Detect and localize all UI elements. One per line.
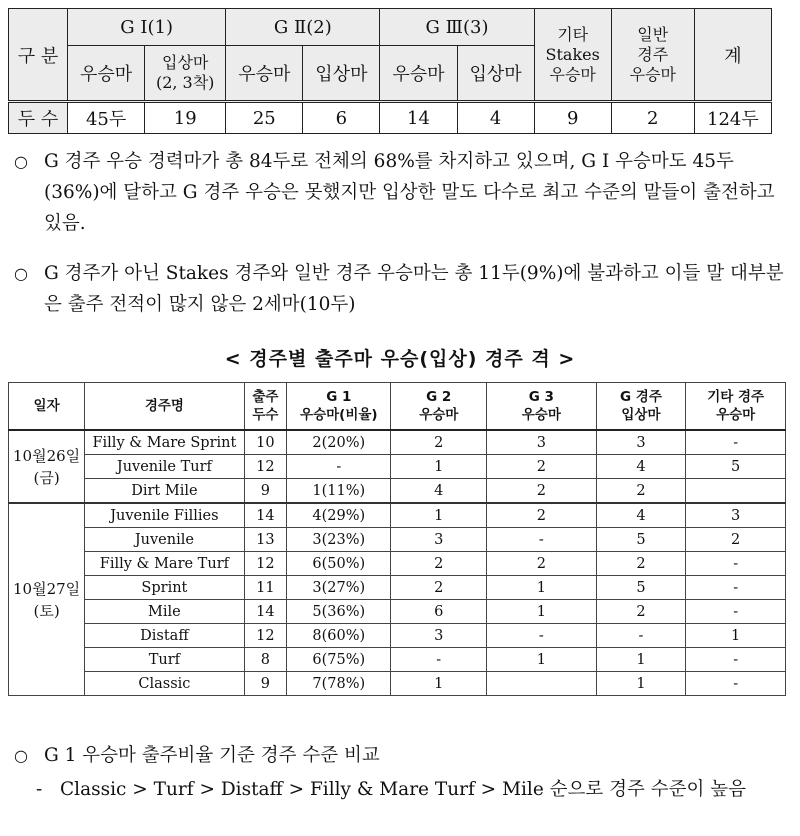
cell: 3	[686, 503, 786, 528]
general-race-header: 일반 경주 우승마	[611, 9, 694, 102]
cell: 9	[244, 672, 287, 696]
cell: 5	[686, 455, 786, 479]
bullet-mark: ○	[14, 152, 28, 171]
cell: 3	[596, 430, 686, 455]
cell: 1	[596, 672, 686, 696]
cell: 5(36%)	[287, 600, 391, 624]
cell	[487, 672, 596, 696]
g1-placed-header: 입상마 (2, 3착)	[145, 46, 226, 102]
header-g1: G 1 우승마(비율)	[287, 383, 391, 431]
table-row	[9, 600, 786, 624]
cell: 2	[487, 503, 596, 528]
table-row	[9, 648, 786, 672]
race-name: Filly & Mare Sprint	[85, 430, 244, 455]
value-cell: 19	[145, 102, 226, 134]
table-row	[9, 528, 786, 552]
race-name: Mile	[85, 600, 244, 624]
cell: -	[487, 528, 596, 552]
cell: 1	[391, 672, 487, 696]
header-date: 일자	[9, 383, 85, 431]
value-cell: 2	[611, 102, 694, 134]
g3-placed-header: 입상마	[457, 46, 534, 102]
cell: -	[686, 600, 786, 624]
g1-winner-header: 우승마	[68, 46, 145, 102]
cell: 4	[391, 479, 487, 504]
table-row	[9, 624, 786, 648]
cell: 2	[596, 479, 686, 504]
race-name: Turf	[85, 648, 244, 672]
cell: 1	[686, 624, 786, 648]
bullet-mark: ○	[14, 746, 28, 765]
cell: 1	[391, 455, 487, 479]
table-row	[9, 503, 786, 528]
cell: 4	[596, 455, 686, 479]
race-name: Classic	[85, 672, 244, 696]
cell: -	[686, 672, 786, 696]
bullet-text: G 경주가 아닌 Stakes 경주와 일반 경주 우승마는 총 11두(9%)에 불과하고 이들 말 대부분은 출주 전적이 많지 않은 2세마(10두)	[44, 263, 784, 315]
group-header-g3: G Ⅲ(3)	[380, 9, 534, 46]
cell: 2	[596, 552, 686, 576]
cell: 3	[487, 430, 596, 455]
row-label: 두 수	[9, 102, 68, 134]
bullet-text: G 1 우승마 출주비율 기준 경주 수준 비교	[44, 745, 380, 766]
cell: 2(20%)	[287, 430, 391, 455]
cell: 2	[487, 479, 596, 504]
table-row	[9, 479, 786, 504]
cell: -	[487, 624, 596, 648]
sub-bullet-mark: -	[36, 779, 43, 800]
table-row	[9, 455, 786, 479]
cell: 7(78%)	[287, 672, 391, 696]
header-runners: 출주 두수	[244, 383, 287, 431]
cell: 3	[391, 624, 487, 648]
cell: 6	[391, 600, 487, 624]
table-row	[9, 576, 786, 600]
race-table	[8, 382, 786, 696]
row-header-label: 구 분	[9, 9, 68, 102]
header-other: 기타 경주 우승마	[686, 383, 786, 431]
cell: 12	[244, 455, 287, 479]
value-cell: 124두	[694, 102, 771, 134]
header-g-placed: G 경주 입상마	[596, 383, 686, 431]
cell: -	[287, 455, 391, 479]
g2-winner-header: 우승마	[226, 46, 303, 102]
other-stakes-header: 기타 Stakes 우승마	[534, 9, 611, 102]
bullet-g1-comparison	[14, 740, 784, 771]
header-race: 경주명	[85, 383, 244, 431]
cell: 12	[244, 552, 287, 576]
cell: -	[391, 648, 487, 672]
cell: 2	[391, 576, 487, 600]
cell: 6(75%)	[287, 648, 391, 672]
table-row	[9, 430, 786, 455]
cell: 1	[596, 648, 686, 672]
value-cell: 25	[226, 102, 303, 134]
cell: 2	[487, 455, 596, 479]
cell: 5	[596, 528, 686, 552]
cell: 4	[596, 503, 686, 528]
race-name: Juvenile Turf	[85, 455, 244, 479]
cell: 4(29%)	[287, 503, 391, 528]
value-cell: 4	[457, 102, 534, 134]
cell: 1(11%)	[287, 479, 391, 504]
cell: 13	[244, 528, 287, 552]
race-name: Dirt Mile	[85, 479, 244, 504]
g3-winner-header: 우승마	[380, 46, 457, 102]
cell: 1	[487, 648, 596, 672]
cell: 12	[244, 624, 287, 648]
cell: 10	[244, 430, 287, 455]
cell: 2	[596, 600, 686, 624]
header-g3: G 3 우승마	[487, 383, 596, 431]
group-header-g1: G Ⅰ(1)	[68, 9, 226, 46]
cell: 3(23%)	[287, 528, 391, 552]
bullet-mark: ○	[14, 264, 28, 283]
race-name: Sprint	[85, 576, 244, 600]
bullet-g-race-winners	[14, 146, 784, 239]
race-name: Juvenile	[85, 528, 244, 552]
table-caption: < 경주별 출주마 우승(입상) 경주 격 >	[224, 348, 576, 370]
cell: -	[686, 648, 786, 672]
cell: 5	[596, 576, 686, 600]
cell: 1	[487, 600, 596, 624]
cell: -	[686, 576, 786, 600]
cell: 14	[244, 600, 287, 624]
bullet-stakes-winners	[14, 258, 784, 320]
header-g2: G 2 우승마	[391, 383, 487, 431]
race-name: Distaff	[85, 624, 244, 648]
cell: 2	[391, 430, 487, 455]
race-name: Filly & Mare Turf	[85, 552, 244, 576]
sub-bullet-ranking	[36, 774, 780, 805]
cell: 3(27%)	[287, 576, 391, 600]
cell: 1	[487, 576, 596, 600]
value-cell: 9	[534, 102, 611, 134]
cell: 8(60%)	[287, 624, 391, 648]
cell: 1	[391, 503, 487, 528]
value-cell: 14	[380, 102, 457, 134]
date-cell: 10월26일 (금)	[9, 430, 85, 503]
summary-table	[8, 8, 772, 134]
bullet-text: G 경주 우승 경력마가 총 84두로 전체의 68%를 차지하고 있으며, G Ⅰ 우승마도 45두(36%)에 달하고 G 경주 우승은 못했지만 입상한 말도 다수로 최고 수준의 말들이 출전하고 있음.	[44, 151, 775, 234]
value-cell: 6	[303, 102, 380, 134]
table-header-row	[9, 383, 786, 431]
value-cell: 45두	[68, 102, 145, 134]
cell: -	[686, 430, 786, 455]
cell: 6(50%)	[287, 552, 391, 576]
date-cell: 10월27일 (토)	[9, 503, 85, 696]
cell: -	[686, 552, 786, 576]
sub-bullet-text: Classic > Turf > Distaff > Filly & Mare Turf > Mile 순으로 경주 수준이 높음	[60, 779, 747, 800]
table-row	[9, 552, 786, 576]
g2-placed-header: 입상마	[303, 46, 380, 102]
cell: 14	[244, 503, 287, 528]
cell: -	[596, 624, 686, 648]
cell: 11	[244, 576, 287, 600]
cell: 2	[686, 528, 786, 552]
cell: 2	[391, 552, 487, 576]
race-name: Juvenile Fillies	[85, 503, 244, 528]
cell	[686, 479, 786, 504]
cell: 2	[487, 552, 596, 576]
cell: 9	[244, 479, 287, 504]
table-row	[9, 672, 786, 696]
total-header: 계	[694, 9, 771, 102]
cell: 3	[391, 528, 487, 552]
cell: 8	[244, 648, 287, 672]
group-header-g2: G Ⅱ(2)	[226, 9, 380, 46]
